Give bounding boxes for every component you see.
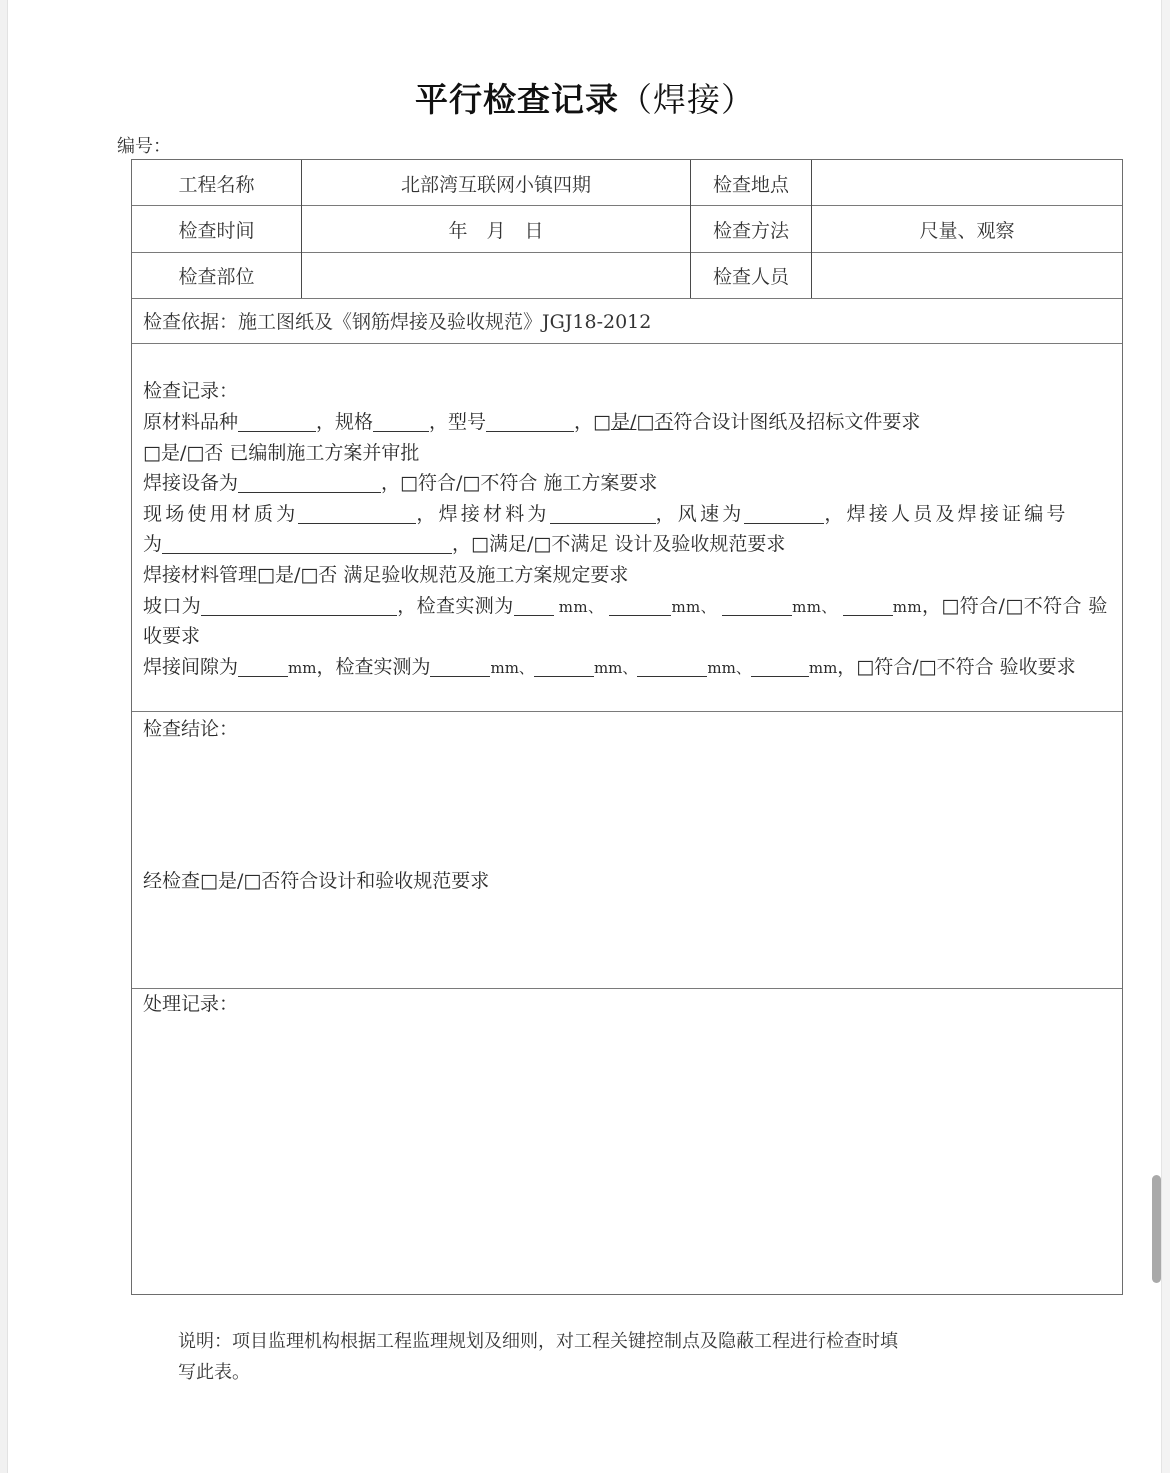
text: mm、 <box>593 659 638 677</box>
label-inspection-part: 检查部位 <box>178 265 255 288</box>
record-line-welder-cert <box>143 529 785 560</box>
text: 现场使用材质为 <box>143 503 299 525</box>
blank-site-material[interactable] <box>298 503 416 524</box>
blank-wind-speed[interactable] <box>744 503 824 524</box>
blank-model[interactable] <box>486 411 574 432</box>
row-divider <box>132 711 1122 712</box>
blank-welding-material[interactable] <box>550 503 656 524</box>
text: 否 <box>654 411 674 433</box>
value-inspection-location[interactable] <box>812 160 1122 206</box>
text: 焊接设备为 <box>143 472 239 494</box>
blank-gap-measure-3[interactable] <box>637 656 707 677</box>
blank-welder-cert[interactable] <box>162 533 452 554</box>
blank-groove-measure-4[interactable] <box>843 595 893 616</box>
record-line-welding-equipment <box>143 468 657 499</box>
text: 坡口为 <box>143 595 202 617</box>
value-inspector[interactable] <box>812 252 1122 298</box>
checkbox-yes[interactable]: ，□ <box>574 411 611 433</box>
scrollbar-thumb[interactable] <box>1152 1175 1161 1283</box>
blank-gap-measure-1[interactable] <box>430 656 490 677</box>
text: mm、 <box>792 598 837 616</box>
scrollbar-track[interactable] <box>1161 0 1170 1473</box>
text: 焊接间隙为 <box>143 656 239 678</box>
text: 符合设计图纸及招标文件要求 <box>673 411 921 433</box>
record-line-construction-plan[interactable]: □是/□否 已编制施工方案并审批 <box>143 442 420 464</box>
row-divider <box>132 988 1122 989</box>
blank-welding-equipment[interactable] <box>238 472 381 493</box>
record-line-material-management[interactable]: 焊接材料管理□是/□否 满足验收规范及施工方案规定要求 <box>143 564 629 586</box>
inspection-record-heading: 检查记录： <box>143 380 239 402</box>
label-inspection-method: 检查方法 <box>712 219 789 242</box>
record-line-groove <box>143 591 1108 623</box>
label-inspector: 检查人员 <box>712 265 789 288</box>
checkbox-no[interactable]: □ <box>636 411 655 433</box>
value-inspection-part[interactable] <box>302 252 690 298</box>
value-inspection-time[interactable]: 年 月 日 <box>448 219 544 242</box>
blank-spec[interactable] <box>373 411 429 432</box>
text: mm、 <box>553 598 604 616</box>
text: mm、 <box>490 659 534 677</box>
text: ，焊接人员及焊接证编号 <box>824 503 1069 525</box>
text: mm <box>288 659 317 677</box>
text: ，检查实测为 <box>316 656 431 678</box>
text: ，风速为 <box>655 503 745 525</box>
text: ，检查实测为 <box>397 595 514 617</box>
blank-gap[interactable] <box>238 656 288 677</box>
text: 是/ <box>611 411 637 433</box>
record-line-site-material <box>143 499 1069 530</box>
value-project-name[interactable]: 北部湾互联网小镇四期 <box>400 173 591 196</box>
footnote-line-2: 写此表。 <box>178 1362 250 1383</box>
blank-groove-measure-1[interactable] <box>514 595 554 616</box>
text: mm、 <box>671 598 717 616</box>
blank-gap-measure-4[interactable] <box>751 656 809 677</box>
checkbox-gap-compliance[interactable]: ，□符合/□不符合 验收要求 <box>837 656 1076 678</box>
handling-record-area[interactable] <box>132 1020 1122 1290</box>
title-suffix: （焊接） <box>619 80 755 119</box>
page-title <box>0 74 1170 121</box>
inspection-form-table <box>131 159 1123 1295</box>
text: mm <box>808 659 838 677</box>
checkbox-groove-compliance[interactable]: ，□符合/□不符合 验 <box>922 595 1108 617</box>
blank-material-type[interactable] <box>238 411 316 432</box>
text: ，型号 <box>429 411 487 433</box>
handling-record-heading: 处理记录： <box>143 993 239 1015</box>
text: ，焊接材料为 <box>416 503 550 525</box>
blank-groove-measure-3[interactable] <box>722 595 792 616</box>
record-line-gap <box>143 652 1076 684</box>
text: mm、 <box>707 659 751 677</box>
record-line-groove-cont: 收要求 <box>143 625 201 647</box>
text: ，规格 <box>316 411 374 433</box>
blank-groove-measure-2[interactable] <box>609 595 671 616</box>
row-divider <box>132 343 1122 344</box>
serial-number-label: 编号： <box>117 136 171 157</box>
inspection-basis: 检查依据：施工图纸及《钢筋焊接及验收规范》JGJ18-2012 <box>143 311 652 333</box>
record-line-raw-material <box>143 407 920 438</box>
conclusion-statement[interactable]: 经检查□是/□否符合设计和验收规范要求 <box>143 870 490 892</box>
checkbox-satisfy[interactable]: ，□满足/□不满足 设计及验收规范要求 <box>452 533 786 555</box>
blank-groove[interactable] <box>201 595 397 616</box>
page-left-edge <box>0 0 8 1473</box>
label-inspection-location: 检查地点 <box>712 173 789 196</box>
label-inspection-time: 检查时间 <box>178 219 255 242</box>
text: 为 <box>143 533 163 555</box>
label-project-name: 工程名称 <box>178 173 255 196</box>
blank-gap-measure-2[interactable] <box>534 656 594 677</box>
checkbox-compliance[interactable]: ，□符合/□不符合 施工方案要求 <box>381 472 658 494</box>
value-inspection-method[interactable]: 尺量、观察 <box>919 219 1015 242</box>
title-main: 平行检查记录 <box>415 80 619 119</box>
text: mm <box>892 598 922 616</box>
conclusion-heading: 检查结论： <box>143 718 239 740</box>
footnote-line-1: 说明：项目监理机构根据工程监理规划及细则，对工程关键控制点及隐蔽工程进行检查时填 <box>178 1331 898 1352</box>
text: 原材料品种 <box>143 411 239 433</box>
